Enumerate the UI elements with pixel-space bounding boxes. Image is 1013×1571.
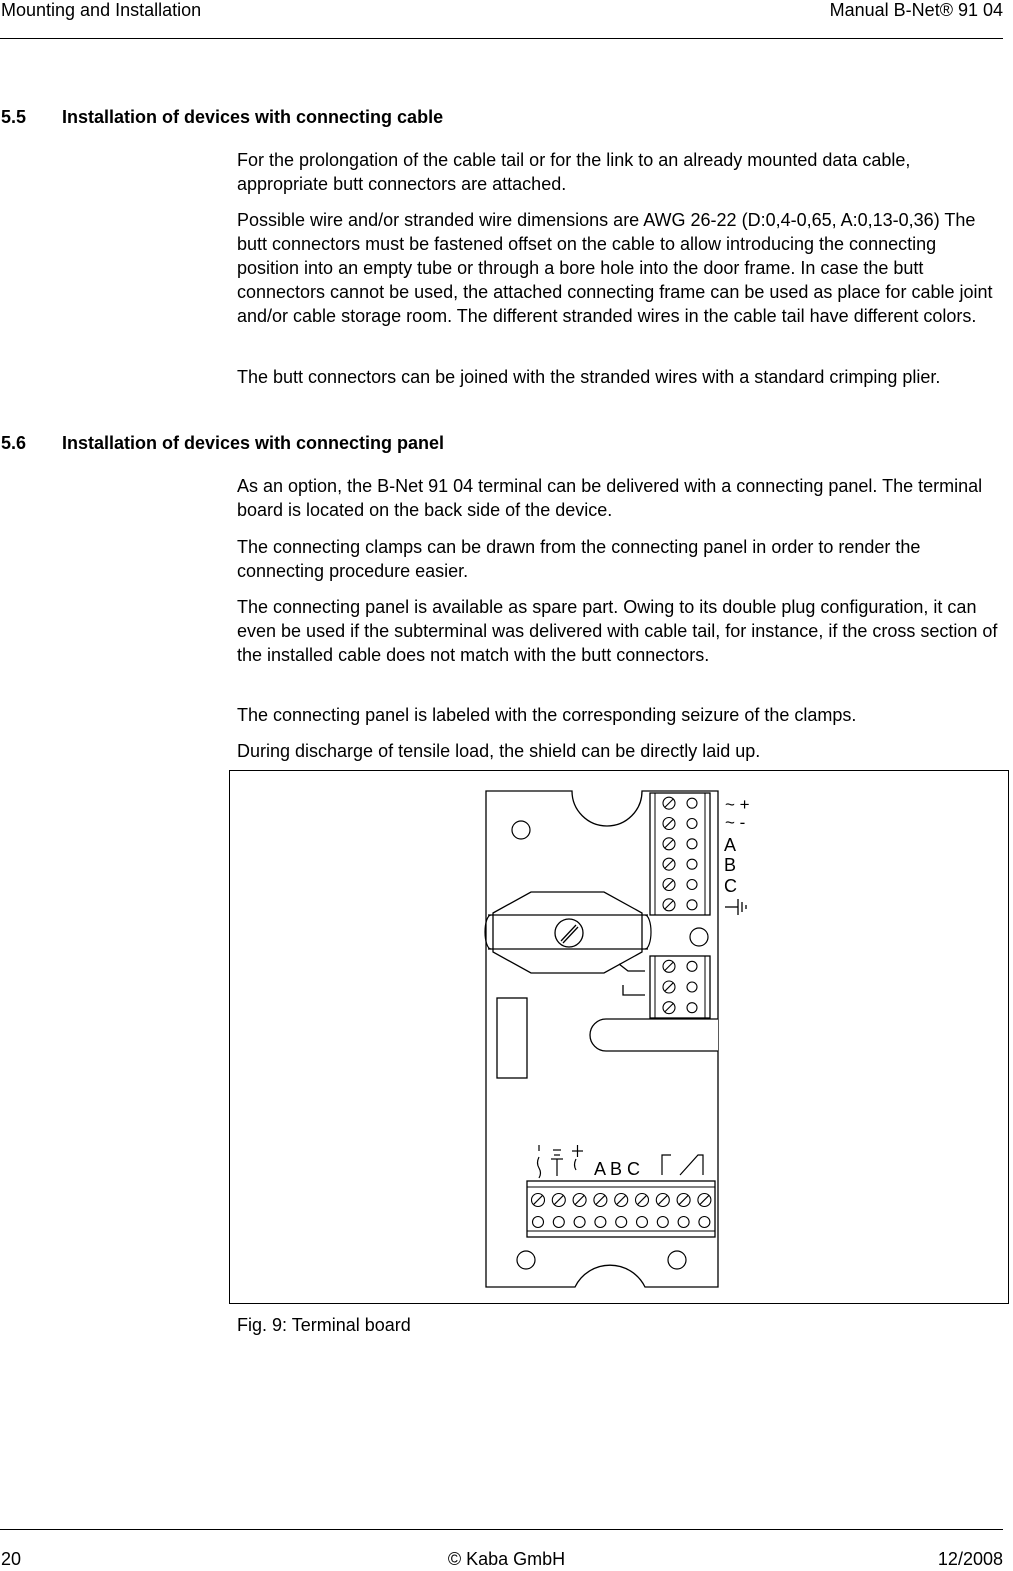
- paragraph: The butt connectors can be joined with the stranded wires with a standard crimping plier.: [237, 367, 941, 387]
- terminal-hole: [687, 859, 697, 869]
- terminal-board-figure: [229, 770, 1009, 1304]
- terminal-hole: [595, 1217, 606, 1228]
- terminal-hole: [687, 798, 697, 808]
- terminal-hole: [574, 1217, 585, 1228]
- paragraph: The connecting panel is labeled with the corresponding seizure of the clamps.: [237, 705, 857, 725]
- section-title: Installation of devices with connecting cable: [62, 107, 444, 127]
- bottom-terminal-block: [527, 1181, 715, 1237]
- terminal-hole: [533, 1217, 544, 1228]
- section-number: 5.5: [1, 107, 27, 127]
- mount-hole: [690, 928, 708, 946]
- terminal-housing: [527, 1181, 715, 1237]
- footer-copyright: © Kaba GmbH: [447, 1549, 566, 1569]
- terminal-hole: [616, 1217, 627, 1228]
- top-label-ac-minus: ~ -: [725, 813, 746, 832]
- paragraph: During discharge of tensile load, the shield can be directly laid up.: [237, 741, 761, 761]
- terminal-hole: [687, 880, 697, 890]
- terminal-hole: [553, 1217, 564, 1228]
- section-title: Installation of devices with connecting panel: [62, 433, 445, 453]
- footer-date: 12/2008: [937, 1549, 1003, 1569]
- mount-hole: [668, 1251, 686, 1269]
- terminal-hole: [699, 1217, 710, 1228]
- bottom-label-abc: A B C: [594, 1159, 641, 1179]
- board-component: [497, 998, 527, 1078]
- relay-contact-symbol: [619, 964, 645, 995]
- terminal-hole: [687, 839, 697, 849]
- terminal-hole: [687, 819, 697, 829]
- top-label-b: B: [724, 855, 737, 875]
- paragraph: As an option, the B-Net 91 04 terminal can be delivered with a connecting panel. The terminal board is located on the back side of the device.: [237, 476, 983, 520]
- footer-page-number: 20: [1, 1549, 22, 1569]
- header-left: Mounting and Installation: [1, 0, 202, 20]
- header-rule: [0, 38, 1003, 39]
- paragraph: The connecting panel is available as spare part. Owing to its double plug configuration, it can even be used if the subterminal was delivered with cable tail, for instance, if the cross section of the installed cable does not match with the butt connectors.: [237, 597, 998, 665]
- top-label-ac-plus: ~ +: [725, 795, 750, 814]
- terminal-board-drawing: [230, 771, 1010, 1305]
- terminal-hole: [687, 982, 697, 992]
- terminal-hole: [637, 1217, 648, 1228]
- section-number: 5.6: [1, 433, 27, 453]
- footer-rule: [0, 1529, 1003, 1530]
- middle-terminal-block: [650, 956, 710, 1018]
- terminal-hole: [678, 1217, 689, 1228]
- terminal-housing: [650, 956, 710, 1018]
- board-slot: [590, 1019, 718, 1051]
- paragraph: The connecting clamps can be drawn from the connecting panel in order to render the connecting procedure easier.: [237, 537, 921, 581]
- header-right: Manual B-Net® 91 04: [829, 0, 1003, 20]
- terminal-hole: [687, 900, 697, 910]
- terminal-hole: [657, 1217, 668, 1228]
- mount-hole: [512, 821, 530, 839]
- terminal-housing: [650, 793, 710, 915]
- paragraph: Possible wire and/or stranded wire dimensions are AWG 26-22 (D:0,4-0,65, A:0,13-0,36) The butt connectors must be fastened offset on the cable to allow introducing the connecting position into an empty tube or through a bore hole into the door frame. In case the butt connectors cannot be used, the attached connecting frame can be used as place for cable joint and/or cable storage room. The different stranded wires in the cable tail have different colors.: [237, 210, 993, 326]
- figure-caption: Fig. 9: Terminal board: [237, 1315, 411, 1335]
- terminal-hole: [687, 961, 697, 971]
- top-terminal-block: [650, 793, 710, 915]
- paragraph: For the prolongation of the cable tail or for the link to an already mounted data cable, appropriate butt connectors are attached.: [237, 150, 911, 194]
- top-label-c: C: [724, 876, 737, 896]
- top-label-a: A: [724, 835, 737, 855]
- mount-hole: [517, 1251, 535, 1269]
- ground-icon: [725, 899, 746, 915]
- terminal-hole: [687, 1003, 697, 1013]
